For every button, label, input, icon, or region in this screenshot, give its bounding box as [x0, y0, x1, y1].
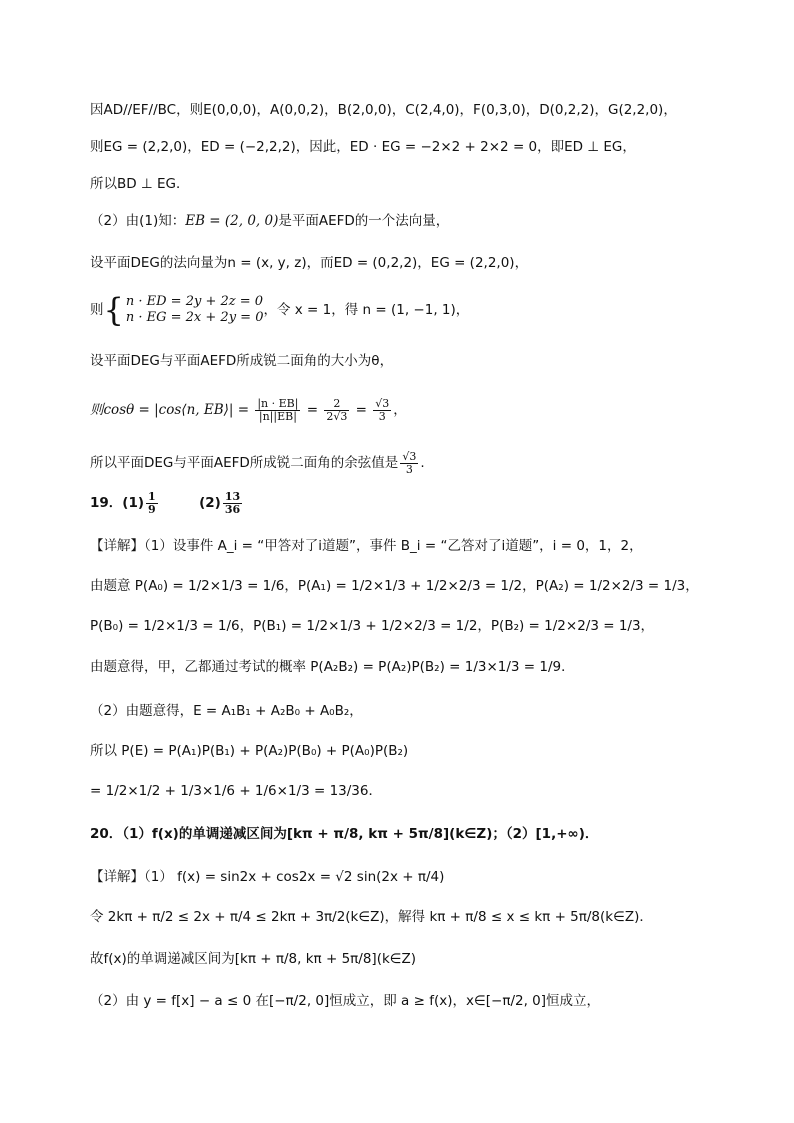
q19-answer-1-numerator: 1 — [148, 489, 156, 503]
coordinates-line: 因AD//EF//BC，则E(0,0,0)，A(0,0,2)，B(2,0,0)，C(2,4,0)，F(0,3,0)，D(0,2,2)，G(2,2,0)， — [90, 102, 677, 118]
q19-part2-label: (2) — [199, 495, 221, 511]
q19-answer-2-numerator: 13 — [224, 489, 241, 503]
normal-vector-deg-setup: 设平面DEG的法向量为n = (x, y, z)，而ED = (0,2,2)，EG = (2,2,0)， — [90, 255, 529, 271]
q19-detail-event-e: （2）由题意得，E = A₁B₁ + A₂B₀ + A₀B₂， — [90, 703, 363, 719]
cosine-answer-numerator: √3 — [402, 449, 417, 463]
cos-fraction-1-denominator: |n||EB| — [258, 409, 297, 423]
cosine-answer-denominator: 3 — [405, 462, 413, 476]
q19-detail-events: 【详解】（1）设事件 A_i = “甲答对了i道题”，事件 B_i = “乙答对了i道题”，i = 0，1，2， — [90, 538, 643, 554]
cos-prefix: 则cosθ = |cos⟨n, EB⟩| = — [90, 402, 250, 418]
q20-detail-inequality: 令 2kπ + π/2 ≤ 2x + π/4 ≤ 2kπ + 3π/2(k∈Z)，解得 kπ + π/8 ≤ x ≤ kπ + 5π/8(k∈Z)． — [90, 909, 653, 925]
q19-detail-both-pass: 由题意得，甲，乙都通过考试的概率 P(A₂B₂) = P(A₂)P(B₂) = 1/3×1/3 = 1/9． — [90, 659, 575, 675]
q19-detail-prob-a: 由题意 P(A₀) = 1/2×1/3 = 1/6，P(A₁) = 1/2×1/3 + 1/2×2/3 = 1/2，P(A₂) = 1/2×2/3 = 1/3， — [90, 578, 699, 594]
cos-fraction-3-numerator: √3 — [375, 396, 390, 410]
normal-vector-aefd-line — [90, 210, 754, 232]
part2-suffix: 是平面AEFD的一个法向量， — [278, 213, 450, 229]
part2-prefix: （2）由(1)知： — [90, 213, 186, 229]
system-prefix: 则 — [90, 302, 104, 318]
cosine-answer-suffix: . — [420, 455, 425, 471]
cos-fraction-3 — [373, 398, 391, 423]
question-19-answers — [90, 486, 754, 520]
q19-detail-prob-b: P(B₀) = 1/2×1/3 = 1/6，P(B₁) = 1/2×1/3 + 1/2×2/3 = 1/2，P(B₂) = 1/2×2/3 = 1/3， — [90, 618, 655, 634]
cosine-answer-line — [90, 446, 754, 480]
cosine-answer-fraction — [400, 451, 418, 476]
q20-detail-interval: 故f(x)的单调递减区间为[kπ + π/8, kπ + 5π/8](k∈Z) — [90, 951, 417, 967]
cos-fraction-3-denominator: 3 — [378, 409, 386, 423]
left-brace-symbol: { — [103, 291, 124, 329]
question-20-answers: 20．（1）f(x)的单调递减区间为[kπ + π/8, kπ + 5π/8](k∈Z)；（2）[1,+∞)． — [90, 826, 599, 842]
cos-fraction-2-denominator: 2√3 — [326, 409, 348, 423]
q20-detail-fx: 【详解】（1） f(x) = sin2x + cos2x = √2 sin(2x + π/4) — [90, 869, 445, 885]
q19-head: 19．(1) — [90, 495, 145, 511]
cosine-computation-line: 则cosθ = |cos⟨n, EB⟩| = $\frac{|n \cdot EB|}{|n||EB|}$ = $\frac{2}{2√3}$ = $\frac{√3}{3}$ ， — [90, 396, 407, 423]
equation-1: n · ED = 2y + 2z = 0 — [125, 294, 264, 309]
vector-dot-product-line: 则EG = (2,2,0)，ED = (−2,2,2)，因此，ED · EG = −2×2 + 2×2 = 0，即ED ⊥ EG， — [90, 139, 636, 155]
q20-detail-part2: （2）由 y = f[x] − a ≤ 0 在[−π/2, 0]恒成立，即 a ≥ f(x)，x∈[−π/2, 0]恒成立， — [90, 993, 601, 1009]
dihedral-angle-setup: 设平面DEG与平面AEFD所成锐二面角的大小为θ， — [90, 353, 394, 369]
equation-system — [126, 294, 264, 326]
cos-fraction-2 — [324, 398, 349, 423]
equation-2: n · EG = 2x + 2y = 0 — [125, 310, 264, 325]
eb-vector-expr: EB = (2, 0, 0) — [185, 213, 279, 229]
cos-fraction-2-numerator: 2 — [324, 398, 349, 411]
q19-answer-2 — [223, 491, 242, 516]
cos-fraction-1-numerator: |n · EB| — [257, 396, 299, 410]
equation-system-line — [90, 293, 754, 327]
q19-answer-1 — [146, 491, 158, 516]
q19-answer-1-denominator: 9 — [148, 502, 156, 516]
cos-fraction-1 — [255, 398, 300, 423]
cosine-answer-text: 所以平面DEG与平面AEFD所成锐二面角的余弦值是 — [90, 455, 399, 471]
cos-suffix: ， — [393, 402, 407, 418]
q19-detail-pe-expansion: 所以 P(E) = P(A₁)P(B₁) + P(A₂)P(B₀) + P(A₀)P(B₂) — [90, 743, 409, 759]
system-solution: ，令 x = 1，得 n = (1, −1, 1)， — [263, 302, 470, 318]
conclusion-bd-perp-eg: 所以BD ⊥ EG． — [90, 176, 190, 192]
q19-detail-pe-result: = 1/2×1/2 + 1/3×1/6 + 1/6×1/3 = 13/36． — [90, 783, 382, 799]
q19-answer-2-denominator: 36 — [224, 502, 241, 516]
